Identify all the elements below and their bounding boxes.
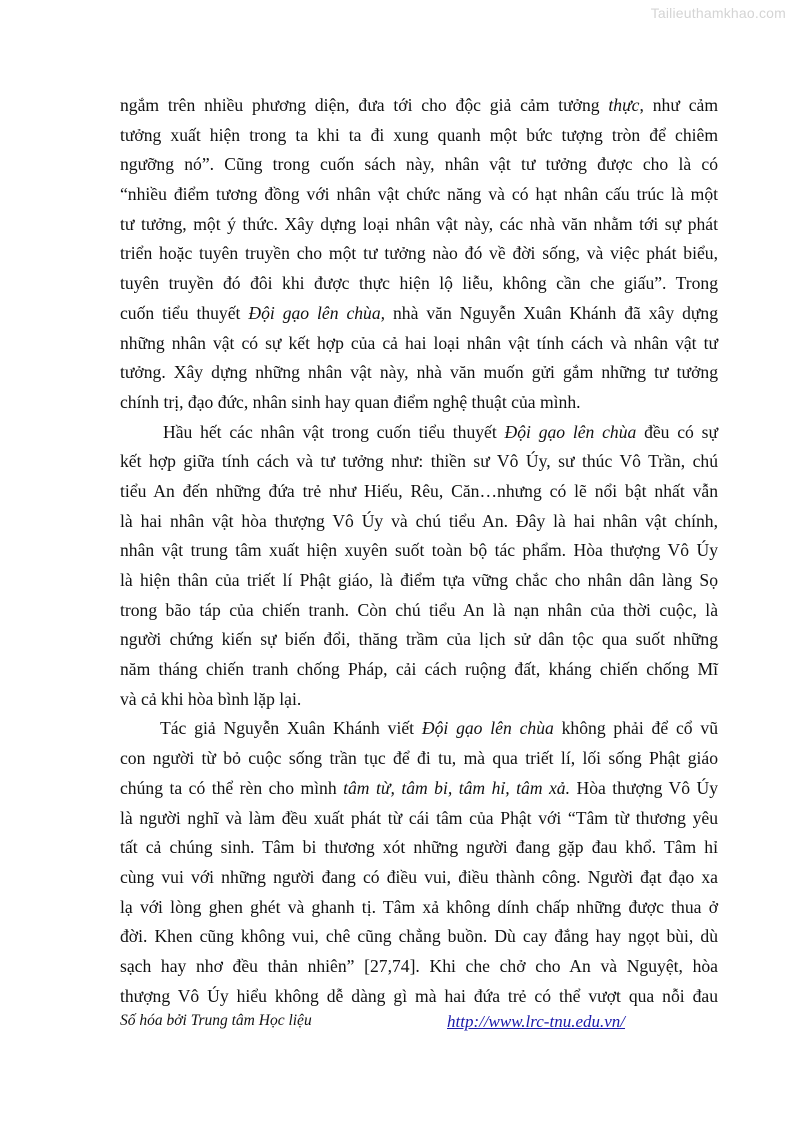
footer-url-link[interactable]: http://www.lrc-tnu.edu.vn/	[447, 1012, 626, 1031]
text-line: lạ với lòng ghen ghét và ghanh tị. Tâm xả không dính chấp những được thua ở	[120, 896, 718, 917]
text-line: thượng Vô Úy hiểu không dễ dàng gì mà hai đứa trẻ có thể vượt qua nỗi đau	[120, 985, 718, 1006]
text-line: “nhiều điểm tương đồng với nhân vật chức năng và có hạt nhân cấu trúc là một	[120, 184, 718, 205]
italic-phrase: tâm từ, tâm bi, tâm hỉ, tâm xả.	[343, 777, 571, 798]
italic-phrase: thực	[608, 95, 640, 115]
text-line: nhân vật trung tâm xuất hiện xuyên suốt toàn bộ tác phẩm. Hòa thượng Vô Úy	[120, 540, 718, 561]
paragraph	[120, 418, 718, 715]
text-line: tất cả chúng sinh. Tâm bi thương xót những người đang gặp đau khổ. Tâm hỉ	[120, 837, 718, 858]
text-line: tuyên truyền đó đôi khi được thực hiện lộ liễu, không cần che giấu”. Trong	[120, 273, 718, 294]
text-line: là hiện thân của triết lí Phật giáo, là điểm tựa vững chắc cho nhân dân làng Sọ	[120, 570, 718, 590]
page-footer	[120, 1012, 720, 1036]
text-line: những nhân vật có sự kết hợp của cả hai loại nhân vật tính cách và nhân vật tư	[120, 332, 718, 353]
text-line: Tác giả Nguyễn Xuân Khánh viết Đội gạo lên chùa không phải để cổ vũ	[160, 718, 718, 739]
paragraph	[120, 714, 718, 1011]
text-line: tưởng. Xây dựng những nhân vật này, nhà văn muốn gửi gắm những tư tưởng	[120, 362, 718, 383]
text-line: ngưỡng nó”. Cũng trong cuốn sách này, nhân vật tư tưởng được cho là có	[120, 154, 718, 175]
text-line: sạch hay nhơ đều thản nhiên” [27,74]. Khi che chở cho An và Nguyệt, hòa	[120, 955, 718, 976]
italic-phrase: Đội gạo lên chùa	[504, 421, 637, 442]
text-line: tiểu An đến những đứa trẻ như Hiếu, Rêu, Căn…nhưng có lẽ nổi bật nhất vẫn	[120, 480, 718, 501]
italic-phrase: Đội gạo lên chùa,	[248, 302, 386, 323]
text-line: tưởng xuất hiện trong ta khi ta đi xung quanh một bức tượng tròn để chiêm	[120, 124, 718, 145]
italic-phrase: Đội gạo lên chùa	[421, 718, 554, 739]
watermark-text: Tailieuthamkhao.com	[650, 5, 786, 21]
text-line: cùng vui với những người đang có điều vui, điều thành công. Người đạt đạo xa	[120, 866, 718, 887]
text-line: chính trị, đạo đức, nhân sinh hay quan điểm nghệ thuật của mình.	[120, 391, 581, 412]
text-line: đời. Khen cũng không vui, chê cũng chẳng buồn. Dù cay đắng hay ngọt bùi, dù	[120, 926, 718, 947]
text-line: tư tưởng, một ý thức. Xây dựng loại nhân vật này, các nhà văn nhằm tới sự phát	[120, 213, 718, 234]
text-line: là hai nhân vật hòa thượng Vô Úy và chú tiểu An. Đây là hai nhân vật chính,	[120, 510, 718, 531]
text-line: năm tháng chiến tranh chống Pháp, cải cách ruộng đất, kháng chiến chống Mĩ	[120, 659, 718, 680]
text-line: ngắm trên nhiều phương diện, đưa tới cho độc giả cảm tưởng thực, như cảm	[120, 95, 718, 115]
text-line: chúng ta có thể rèn cho mình tâm từ, tâm bi, tâm hỉ, tâm xả. Hòa thượng Vô Úy	[120, 777, 719, 798]
paragraph	[120, 91, 718, 418]
text-line: người chứng kiến sự biến đổi, thăng trầm của lịch sử dân tộc qua suốt những	[120, 629, 718, 650]
text-line: và cả khi hòa bình lặp lại.	[120, 688, 302, 709]
text-line: triển hoặc tuyên truyền cho một tư tưởng nào đó về đời sống, và việc phát biểu,	[120, 243, 718, 264]
text-line: cuốn tiểu thuyết Đội gạo lên chùa, nhà văn Nguyễn Xuân Khánh đã xây dựng	[120, 302, 718, 323]
page-body	[120, 91, 718, 1011]
text-line: Hầu hết các nhân vật trong cuốn tiểu thuyết Đội gạo lên chùa đều có sự	[163, 421, 719, 442]
text-line: con người từ bỏ cuộc sống trần tục để đi tu, mà qua triết lí, lối sống Phật giáo	[120, 748, 718, 769]
text-line: là người nghĩ và làm đều xuất phát từ cái tâm của Phật với “Tâm từ thương yêu	[120, 807, 718, 828]
footer-organization: Số hóa bởi Trung tâm Học liệu	[120, 1012, 312, 1029]
text-line: trong bão táp của chiến tranh. Còn chú tiểu An là nạn nhân của thời cuộc, là	[120, 599, 718, 620]
text-line: kết hợp giữa tính cách và tư tưởng như: thiền sư Vô Úy, sư thúc Vô Trần, chú	[120, 451, 718, 472]
